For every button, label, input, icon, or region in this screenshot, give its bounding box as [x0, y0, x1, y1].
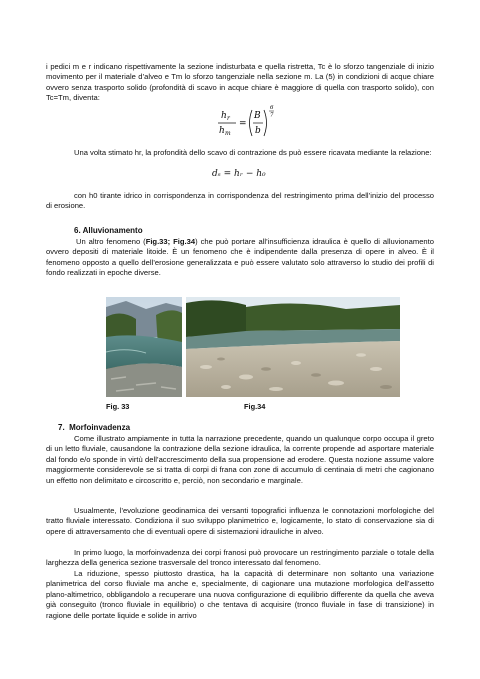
equation-hr-hm [214, 104, 284, 142]
figure-33-photo [106, 297, 182, 397]
eq1-lhs-den-sub: m [225, 130, 231, 137]
paragraph-3: con h0 tirante idrico in corrispondenza in corrispondenza del restringimento prima dell’inizio del processo di erosione. [46, 191, 434, 211]
section-7-paragraph-1: Come illustrato ampiamente in tutta la narrazione precedente, quando un qualunque corpo occupa il greto di un letto fluviale, causandone la contrazione della sezione idraulica, la corrente propende ad asportare materiale dal fondo e/o sponde in virtù dell’accrescimento della sua propensione ad erodere. Questa nozione assume valore maggiormente considerevole se si tratta di corpi di frana con zone di accumulo di centinaia di metri che cagionano un effetto non delimitato e circoscritto e, perciò, non secondario e marginale. [46, 434, 434, 485]
paragraph-2: Una volta stimato hr, la profondità dello scavo di contrazione ds può essere ricavata mediante la relazione: [74, 148, 432, 157]
eq1-lhs-den: h [219, 126, 225, 136]
section-7-paragraph-2: Usualmente, l’evoluzione geodinamica dei versanti topografici influenza le connotazioni morfologiche del tratto fluviale interessato. Condiziona il suo sviluppo planimetrico e, logicamente, lo stato di conservazione sia di opere di attraversamento che di eventuali opere di sistemazioni idrauliche in alveo. [46, 506, 434, 536]
eq1-lhs-num-sub: r [227, 115, 230, 122]
paragraph-1: i pedici m e r indicano rispettivamente la sezione indisturbata e quella ristretta, Tc è lo sforzo tangenziale di inizio movimento per il materiale d’alveo e Tm lo sforzo tangenziale nella sezione m. La (5) in condizioni di acque chiare ovvero senza trasporto solido (profondità di scavo in acque chiare è maggiore di quella con trasporto solido), con Tc=Tm, diventa: [46, 62, 434, 103]
equation-ds: dₛ = hᵣ − h₀ [212, 169, 266, 179]
s6-figure-refs: Fig.33; Fig.34 [145, 237, 196, 246]
figure-34-caption: Fig.34 [244, 402, 266, 411]
figure-33-caption: Fig. 33 [106, 402, 130, 411]
eq1-rhs-den: b [255, 126, 261, 136]
s6-text-b: ) che può portare all’insufficienza idraulica è quello di alluvionamento ovvero depositi di materiale litoide. È un fenomeno che è indipendente dalla presenza di opere in alveo. È il fenomeno opposto a quello dell’erosione generalizzata e può essere valutato solo attraverso lo studio dei profili di fondo realizzati in epoche diverse. [46, 237, 434, 278]
section-7-title: 7. Morfoinvadenza [58, 423, 131, 432]
eq1-rhs-num: B [254, 111, 261, 121]
section-7-paragraph-4: La riduzione, spesso piuttosto drastica, ha la capacità di determinare non soltanto una variazione planimetrica del corso fluviale ma anche e, specialmente, di cagionare una mutazione morfologica dell’assetto plano-altimetrico, obbligandolo a recuperare una nuova configurazione di equilibrio differente da quella che aveva già conseguito (tronco fluviale in equilibrio) o che tentava di acquisire (tronco fluviale in fase di transizione) in ragione delle portate liquide e solide in arrivo [46, 569, 434, 620]
section-6-paragraph [46, 237, 434, 279]
svg-text:=: = [239, 119, 247, 129]
section-7-paragraph-3: In primo luogo, la morfoinvadenza dei corpi franosi può provocare un restringimento parziale o totale della larghezza della generica sezione trasversale del tronco interessato dal fenomeno. [46, 548, 434, 568]
s6-text-a: Un altro fenomeno ( [76, 237, 146, 246]
section-6-title: 6. Alluvionamento [74, 226, 143, 235]
eq1-lhs-num: h [221, 111, 227, 121]
figure-34-photo [186, 297, 400, 397]
eq1-exp-num: 6 [270, 105, 274, 111]
eq1-exp-den: 7 [270, 112, 274, 119]
